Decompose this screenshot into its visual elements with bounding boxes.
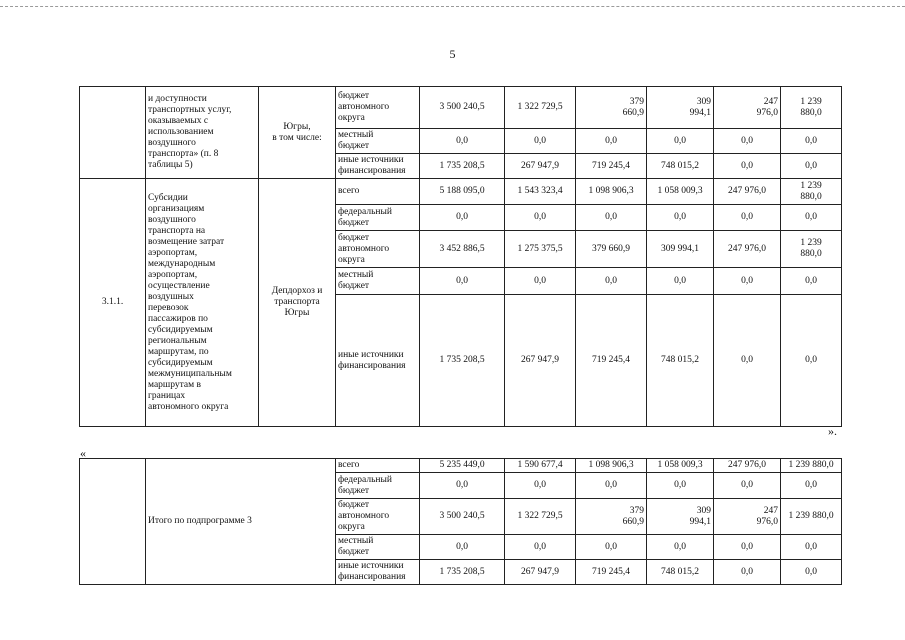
value-year-3: 748 015,2 xyxy=(647,154,714,179)
value-year-4: 247 976,0 xyxy=(714,87,781,129)
value-total: 0,0 xyxy=(420,129,505,154)
funding-source: бюджет автономного округа xyxy=(336,87,420,129)
value-year-5: 0,0 xyxy=(781,473,842,499)
cell-number-empty xyxy=(80,459,146,585)
executor: Югры, в том числе: xyxy=(259,87,336,179)
value-year-4: 0,0 xyxy=(714,205,781,231)
value-year-1: 267 947,9 xyxy=(505,560,576,585)
value-year-2: 0,0 xyxy=(576,205,647,231)
table-row xyxy=(80,87,842,129)
value-year-1: 0,0 xyxy=(505,129,576,154)
value-year-4: 247 976,0 xyxy=(714,499,781,535)
value-year-1: 1 543 323,4 xyxy=(505,179,576,205)
page-number: 5 xyxy=(449,47,456,61)
value-year-4: 0,0 xyxy=(714,129,781,154)
value-total: 0,0 xyxy=(420,473,505,499)
funding-source: иные источники финансирования xyxy=(336,560,420,585)
value-total: 5 235 449,0 xyxy=(420,459,505,473)
value-year-4: 247 976,0 xyxy=(714,459,781,473)
value-year-3: 748 015,2 xyxy=(647,560,714,585)
value-year-2: 0,0 xyxy=(576,535,647,560)
value-total: 0,0 xyxy=(420,268,505,295)
scan-top-edge xyxy=(0,6,905,7)
value-year-2: 0,0 xyxy=(576,473,647,499)
value-year-4: 0,0 xyxy=(714,535,781,560)
funding-source: федеральный бюджет xyxy=(336,473,420,499)
value-year-4: 0,0 xyxy=(714,154,781,179)
value-year-3: 1 058 009,3 xyxy=(647,179,714,205)
value-total: 0,0 xyxy=(420,205,505,231)
value-year-5: 0,0 xyxy=(781,154,842,179)
value-year-5: 0,0 xyxy=(781,268,842,295)
value-year-2: 0,0 xyxy=(576,268,647,295)
value-year-2: 719 245,4 xyxy=(576,560,647,585)
executor: Депдорхоз и транспорта Югры xyxy=(259,179,336,427)
subprogram-total-label: Итого по подпрограмме 3 xyxy=(146,459,336,585)
value-year-3: 0,0 xyxy=(647,205,714,231)
measure-description: и доступности транспортных услуг, оказываемых с использованием воздушного транспорта» (п. 8 таблицы 5) xyxy=(146,87,259,179)
value-year-5: 0,0 xyxy=(781,535,842,560)
program-table-continued xyxy=(79,86,842,427)
value-year-1: 0,0 xyxy=(505,473,576,499)
value-total: 3 500 240,5 xyxy=(420,87,505,129)
value-total: 1 735 208,5 xyxy=(420,154,505,179)
funding-source: бюджет автономного округа xyxy=(336,499,420,535)
value-year-1: 1 275 375,5 xyxy=(505,231,576,268)
funding-source: всего xyxy=(336,179,420,205)
funding-source: бюджет автономного округа xyxy=(336,231,420,268)
value-year-5: 0,0 xyxy=(781,560,842,585)
value-year-3: 309 994,1 xyxy=(647,231,714,268)
value-year-5: 1 239 880,0 xyxy=(781,459,842,473)
value-total: 3 452 886,5 xyxy=(420,231,505,268)
cell-number-empty xyxy=(80,87,146,179)
measure-number: 3.1.1. xyxy=(80,179,146,427)
funding-source: иные источники финансирования xyxy=(336,154,420,179)
value-year-3: 748 015,2 xyxy=(647,295,714,427)
value-year-4: 0,0 xyxy=(714,295,781,427)
value-year-2: 379 660,9 xyxy=(576,231,647,268)
value-year-5: 1 239 880,0 xyxy=(781,499,842,535)
value-year-4: 247 976,0 xyxy=(714,231,781,268)
value-total: 0,0 xyxy=(420,535,505,560)
value-year-4: 0,0 xyxy=(714,473,781,499)
value-total: 1 735 208,5 xyxy=(420,295,505,427)
value-year-2: 719 245,4 xyxy=(576,295,647,427)
value-year-3: 0,0 xyxy=(647,268,714,295)
subprogram-total-table xyxy=(79,458,842,585)
measure-description: Субсидии организациям воздушного транспорта на возмещение затрат аэропортам, международным аэропортам, осуществление воздушных перевозок пассажиров по субсидируемым региональным маршрутам, по субсидируемым межмуниципальным маршрутам в границах автономного округа xyxy=(146,179,259,427)
table-row xyxy=(80,179,842,205)
value-year-3: 1 058 009,3 xyxy=(647,459,714,473)
funding-source: местный бюджет xyxy=(336,129,420,154)
value-year-5: 0,0 xyxy=(781,295,842,427)
value-total: 5 188 095,0 xyxy=(420,179,505,205)
value-year-5: 0,0 xyxy=(781,129,842,154)
value-year-1: 1 590 677,4 xyxy=(505,459,576,473)
value-year-1: 267 947,9 xyxy=(505,295,576,427)
value-year-1: 267 947,9 xyxy=(505,154,576,179)
value-year-2: 379 660,9 xyxy=(576,499,647,535)
value-year-2: 719 245,4 xyxy=(576,154,647,179)
funding-source: иные источники финансирования xyxy=(336,295,420,427)
opening-quote: « xyxy=(80,446,86,460)
value-year-4: 0,0 xyxy=(714,268,781,295)
value-year-3: 0,0 xyxy=(647,535,714,560)
value-year-1: 0,0 xyxy=(505,268,576,295)
value-year-3: 309 994,1 xyxy=(647,87,714,129)
value-year-5: 0,0 xyxy=(781,205,842,231)
value-year-5: 1 239 880,0 xyxy=(781,179,842,205)
value-year-2: 1 098 906,3 xyxy=(576,459,647,473)
value-year-4: 247 976,0 xyxy=(714,179,781,205)
funding-source: федеральный бюджет xyxy=(336,205,420,231)
value-year-2: 379 660,9 xyxy=(576,87,647,129)
value-year-1: 1 322 729,5 xyxy=(505,87,576,129)
closing-quote: ». xyxy=(828,424,837,438)
value-year-3: 0,0 xyxy=(647,129,714,154)
value-year-2: 0,0 xyxy=(576,129,647,154)
value-year-3: 309 994,1 xyxy=(647,499,714,535)
value-year-1: 0,0 xyxy=(505,535,576,560)
value-year-4: 0,0 xyxy=(714,560,781,585)
value-year-5: 1 239 880,0 xyxy=(781,87,842,129)
value-year-2: 1 098 906,3 xyxy=(576,179,647,205)
value-year-1: 1 322 729,5 xyxy=(505,499,576,535)
value-year-3: 0,0 xyxy=(647,473,714,499)
value-total: 3 500 240,5 xyxy=(420,499,505,535)
funding-source: всего xyxy=(336,459,420,473)
value-year-5: 1 239 880,0 xyxy=(781,231,842,268)
funding-source: местный бюджет xyxy=(336,535,420,560)
funding-source: местный бюджет xyxy=(336,268,420,295)
table-row xyxy=(80,459,842,473)
value-year-1: 0,0 xyxy=(505,205,576,231)
value-total: 1 735 208,5 xyxy=(420,560,505,585)
